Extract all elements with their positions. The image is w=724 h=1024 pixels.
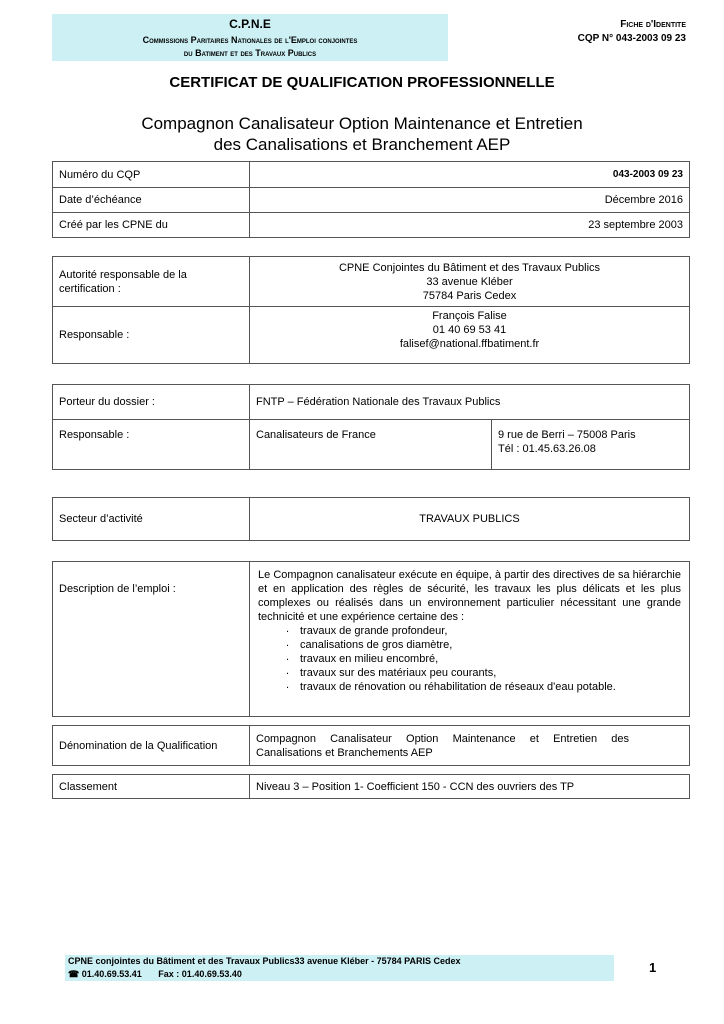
list-item: . travaux sur des matériaux peu courants, bbox=[286, 666, 681, 680]
porteur-table bbox=[52, 384, 690, 470]
authority-line: 33 avenue Kléber bbox=[426, 275, 513, 288]
porteur-address: 9 rue de Berri – 75008 Paris bbox=[498, 429, 636, 441]
footer-address: CPNE conjointes du Bâtiment et des Travaux Publics33 avenue Kléber - 75784 PARIS Cedex bbox=[68, 956, 461, 966]
list-item: . canalisations de gros diamètre, bbox=[286, 638, 681, 652]
job-title-line-1: Compagnon Canalisateur Option Maintenance et Entretien bbox=[141, 114, 583, 133]
authority-line: CPNE Conjointes du Bâtiment et des Travaux Publics bbox=[338, 261, 601, 274]
denomination-table bbox=[52, 725, 690, 766]
authority-line: 75784 Paris Cedex bbox=[422, 289, 517, 302]
porteur-label: Porteur du dossier : bbox=[53, 385, 250, 420]
list-item: . travaux de rénovation ou réhabilitation de réseaux d'eau potable. bbox=[286, 680, 681, 694]
page-number: 1 bbox=[649, 960, 657, 975]
list-item: . travaux de grande profondeur, bbox=[286, 624, 681, 638]
job-title bbox=[0, 113, 724, 155]
org-line-2: du Batiment et des Travaux Publics bbox=[183, 48, 317, 58]
cqp-reference: CQP N° 043-2003 09 23 bbox=[577, 33, 686, 44]
created-value: 23 septembre 2003 bbox=[250, 213, 690, 238]
classement-label: Classement bbox=[53, 775, 250, 799]
denomination-label: Dénomination de la Qualification bbox=[53, 726, 250, 766]
authority-value bbox=[250, 257, 690, 307]
cqp-number-label: Numéro du CQP bbox=[53, 162, 250, 188]
org-acronym: C.P.N.E bbox=[229, 17, 271, 31]
porteur-phone: Tél : 01.45.63.26.08 bbox=[498, 443, 596, 455]
footer-fax: Fax : 01.40.69.53.40 bbox=[158, 969, 242, 979]
created-label: Créé par les CPNE du bbox=[53, 213, 250, 238]
description-value bbox=[250, 562, 690, 717]
sector-value: TRAVAUX PUBLICS bbox=[250, 498, 690, 541]
authority-responsible-value bbox=[250, 307, 690, 364]
description-label: Description de l’emploi : bbox=[53, 562, 250, 717]
denomination-value: Compagnon Canalisateur Option Maintenance et Entretien des Canalisations et Branchements AEP bbox=[250, 726, 690, 766]
sector-table bbox=[52, 497, 690, 541]
expiry-date-label: Date d’échéance bbox=[53, 188, 250, 213]
expiry-date-value: Décembre 2016 bbox=[250, 188, 690, 213]
porteur-value: FNTP – Fédération Nationale des Travaux Publics bbox=[250, 385, 690, 420]
classement-value: Niveau 3 – Position 1- Coefficient 150 - CCN des ouvriers des TP bbox=[250, 775, 690, 799]
classement-table bbox=[52, 774, 690, 799]
porteur-responsible-label: Responsable : bbox=[53, 420, 250, 470]
cqp-number-value: 043-2003 09 23 bbox=[250, 162, 690, 188]
authority-responsible-label: Responsable : bbox=[53, 307, 250, 364]
description-table bbox=[52, 561, 690, 717]
list-item: . travaux en milieu encombré, bbox=[286, 652, 681, 666]
responsible-email: falisef@national.ffbatiment.fr bbox=[399, 338, 540, 350]
header-banner bbox=[52, 14, 448, 61]
description-text: Le Compagnon canalisateur exécute en équipe, à partir des directives de sa hiérarchie et en application des règles de sécurité, les travaux les plus délicats et les plus complexes ou réalisés dans un environnement particulier nécessitant une grande technicité et une expérience certaine des : bbox=[258, 569, 681, 623]
responsible-name: François Falise bbox=[432, 310, 507, 322]
fiche-label: Fiche d'Identite bbox=[620, 19, 686, 30]
job-title-line-2: des Canalisations et Branchement AEP bbox=[213, 135, 511, 154]
authority-table bbox=[52, 256, 690, 364]
org-line-1: Commissions Paritaires Nationales de l'Emploi conjointes bbox=[142, 35, 358, 45]
footer-phone: ☎ 01.40.69.53.41 bbox=[68, 969, 142, 979]
identification-table bbox=[52, 161, 690, 238]
authority-label: Autorité responsable de la certification : bbox=[53, 257, 250, 307]
footer bbox=[65, 955, 614, 981]
sector-label: Secteur d’activité bbox=[53, 498, 250, 541]
description-list bbox=[286, 624, 681, 694]
porteur-responsible-org: Canalisateurs de France bbox=[250, 420, 492, 470]
responsible-phone: 01 40 69 53 41 bbox=[432, 324, 507, 336]
porteur-responsible-contact bbox=[492, 420, 690, 470]
certificate-title: CERTIFICAT DE QUALIFICATION PROFESSIONNELLE bbox=[169, 74, 555, 91]
header-right bbox=[578, 18, 686, 46]
footer-contacts bbox=[68, 968, 614, 981]
